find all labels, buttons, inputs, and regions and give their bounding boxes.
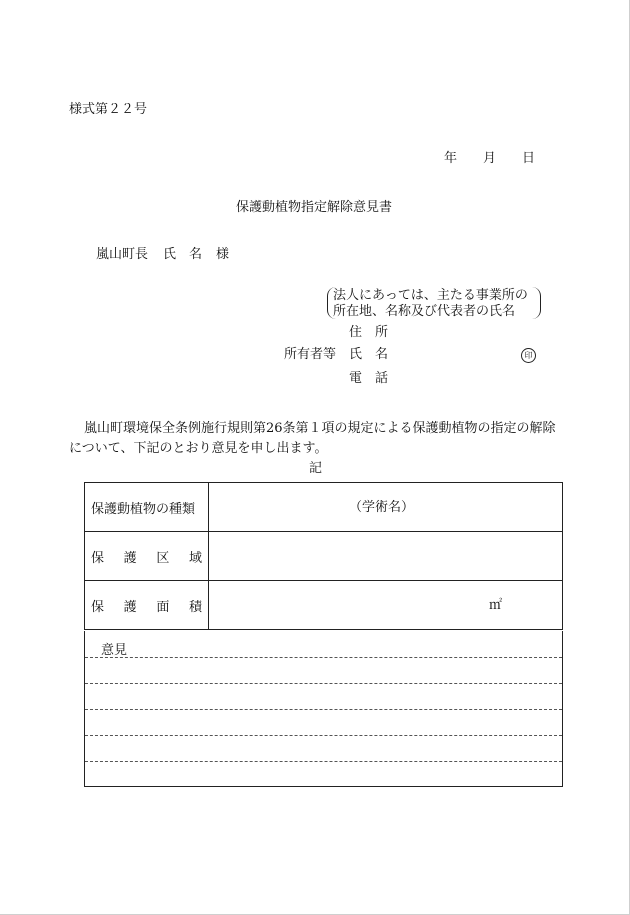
area-row	[85, 532, 563, 581]
addressee-name-label: 氏 名	[163, 247, 203, 262]
species-scientific-hint: （学術名）	[349, 500, 415, 515]
date-month-label: 月	[483, 151, 497, 166]
size-label-char: 面	[156, 599, 170, 615]
size-label-char: 護	[123, 599, 137, 615]
opinion-line	[85, 761, 562, 762]
area-label-char: 保	[91, 550, 105, 566]
species-row	[85, 483, 563, 532]
opinion-line	[85, 683, 562, 684]
size-value-cell[interactable]	[209, 581, 563, 630]
species-label: 保護動植物の種類	[91, 501, 196, 517]
area-label-cell	[85, 532, 209, 581]
opinion-box[interactable]	[84, 631, 563, 787]
size-label-char: 積	[188, 599, 202, 615]
body-text-line2: について、下記のとおり意見を申し出ます。	[69, 441, 328, 456]
species-label-cell	[85, 483, 209, 532]
size-label-cell	[85, 581, 209, 630]
area-label	[85, 547, 208, 566]
opinion-line	[85, 657, 562, 658]
area-value-cell[interactable]	[209, 532, 563, 581]
owner-phone-label: 電 話	[349, 371, 389, 386]
document-title: 保護動植物指定解除意見書	[236, 200, 393, 215]
record-mark: 記	[309, 461, 323, 476]
corporate-note-line2: 所在地、名称及び代表者の氏名	[333, 304, 516, 319]
addressee-honorific: 様	[216, 247, 230, 262]
seal-mark: 印	[521, 348, 536, 363]
size-label	[85, 596, 208, 615]
size-unit: ㎡	[489, 598, 503, 613]
date-day-label: 日	[522, 151, 536, 166]
opinion-line	[85, 735, 562, 736]
size-label-char: 保	[91, 599, 105, 615]
addressee-town: 嵐山町長	[96, 247, 149, 262]
opinion-line	[85, 709, 562, 710]
area-label-char: 護	[123, 550, 137, 566]
size-row	[85, 581, 563, 630]
date-year-label: 年	[444, 151, 458, 166]
owner-name-label: 氏 名	[349, 347, 389, 362]
corporate-note-line1: 法人にあっては、主たる事業所の	[333, 288, 528, 303]
owner-address-label: 住 所	[349, 325, 389, 340]
area-label-char: 域	[188, 550, 202, 566]
owner-group-label: 所有者等	[284, 347, 337, 362]
area-label-char: 区	[156, 550, 170, 566]
body-text-line1: 嵐山町環境保全条例施行規則第26条第１項の規定による保護動植物の指定の解除	[84, 421, 556, 436]
form-number: 様式第２２号	[69, 102, 148, 117]
record-table	[84, 482, 563, 630]
opinion-label: 意見	[101, 643, 128, 658]
species-value-cell[interactable]	[209, 483, 563, 532]
